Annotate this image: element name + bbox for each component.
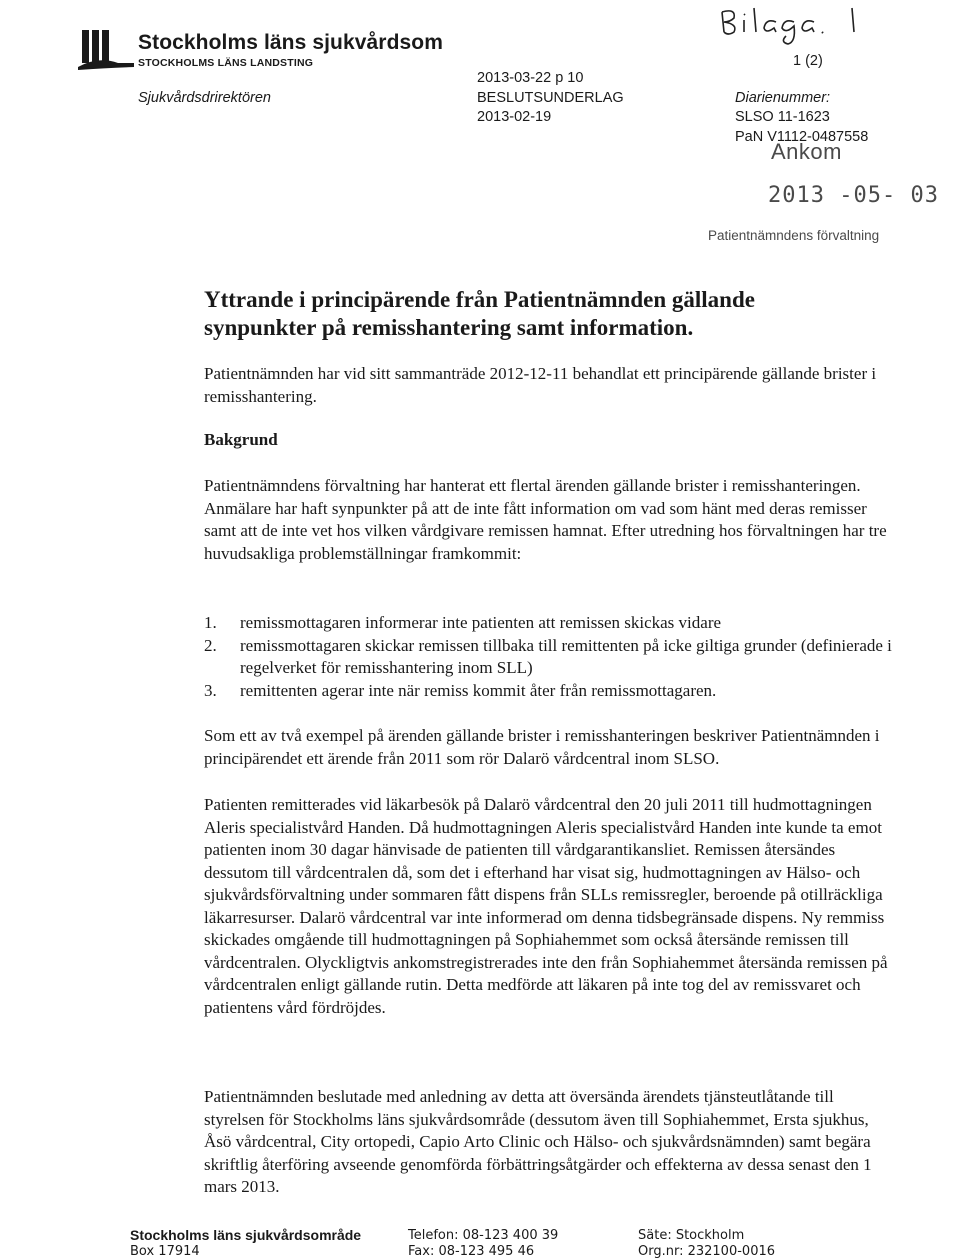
case-paragraph: Patienten remitterades vid läkarbesök på Dalarö vårdcentral den 20 juli 2011 till hudmottagningen Aleris specialistvård Handen. Då hudmottagningen Aleris specialistvård Handen inte kunde ta emot patienten inom 30 dagar hänvisade de patienten till vårdgarantikansliet. Remissen återsändes dessutom till vårdcentralen då, som det i efterhand har visat sig, hudmottagningen av Hälso- och sjukvårdsförvaltning under sommaren fått dispens från SLLs remissregler, beroende på otillräckliga läkarresurser. Dalarö vårdcentral var inte informerad om denna tidsbegränsade dispens. Ny remmiss skickades omgående till hudmottagningen på Sophiahemmet som också återsände remissen till vårdcentralen. Olyckligtvis ankomstregistrerades inte den från Sophiahemmet återsända remissen på vårdcentralen enligt gällande rutin. Detta medförde att läkaren på inte tog del av remissvaret och patientens vård fördröjdes. bbox=[204, 795, 888, 1017]
list-item bbox=[204, 680, 894, 703]
list-text: remissmottagaren skickar remissen tillbaka till remittenten på icke giltiga grunder (definierade i regelverket för remisshantering inom SLL) bbox=[240, 635, 892, 677]
org-name: Stockholms läns sjukvårdsom bbox=[138, 31, 443, 54]
stamp-office: Patientnämndens förvaltning bbox=[708, 228, 880, 243]
org-subtitle: STOCKHOLMS LÄNS LANDSTING bbox=[138, 57, 314, 69]
document-type: BESLUTSUNDERLAG bbox=[477, 90, 624, 106]
footer-orgnr: Org.nr: 232100-0016 bbox=[638, 1244, 776, 1259]
problem-list bbox=[204, 612, 894, 702]
list-item bbox=[204, 612, 894, 635]
document-date: 2013-02-19 bbox=[477, 109, 552, 125]
example-paragraph: Som ett av två exempel på ärenden gällande brister i remisshanteringen beskriver Patientnämnden i principärendet ett ärende från 2011 som rör Dalarö vårdcentral inom SLSO. bbox=[204, 726, 880, 768]
footer-telefon: Telefon: 08-123 400 39 bbox=[408, 1228, 559, 1243]
footer-org: Stockholms läns sjukvårdsområde bbox=[130, 1227, 362, 1243]
list-number: 3. bbox=[204, 680, 217, 700]
list-text: remissmottagaren informerar inte patienten att remissen skickas vidare bbox=[240, 613, 722, 632]
title-line-1: Yttrande i principärende från Patientnämnden gällande bbox=[204, 287, 755, 312]
slso-number: SLSO 11-1623 bbox=[735, 109, 830, 125]
document-title bbox=[204, 286, 904, 342]
footer-box: Box 17914 bbox=[130, 1244, 200, 1259]
diarienummer-label: Diarienummer: bbox=[735, 90, 831, 106]
background-paragraph: Patientnämndens förvaltning har hanterat ett flertal ärenden gällande brister i remisshanteringen. Anmälare har haft synpunkter på att de inte fått information om vad som hänt med deras remisser samt att de inte vet hos vilken vårdgivare remissen hamnat. Efter utredning hos förvaltningen har tre huvudsakliga problemställningar framkommit: bbox=[204, 476, 887, 563]
stamp-date: 2013 -05- 03 bbox=[768, 183, 939, 208]
pan-number: PaN V1112-0487558 bbox=[735, 129, 869, 145]
intro-paragraph: Patientnämnden har vid sitt sammanträde 2012-12-11 behandlat ett principärende gällande brister i remisshantering. bbox=[204, 364, 877, 406]
list-text: remittenten agerar inte när remiss kommit åter från remissmottagaren. bbox=[240, 680, 717, 700]
decision-paragraph: Patientnämnden beslutade med anledning av detta att översända ärendets tjänsteutlåtande till styrelsen för Stockholms läns sjukvårdsområde (dessutom även till Sophiahemmet, Ersta sjukhus, Åsö vårdcentral, City ortopedi, Capio Arto Clinic och Hälso- och sjukvårdsnämnden) samt begära skriftlig återföring avseende genomförda förbättringsåtgärder och effekterna av dessa senast den 1 mars 2013. bbox=[204, 1087, 872, 1196]
footer-fax: Fax: 08-123 495 46 bbox=[408, 1244, 535, 1259]
list-item bbox=[204, 635, 894, 680]
department-name: Sjukvårdsdrirektören bbox=[138, 90, 271, 106]
sll-logo bbox=[78, 30, 134, 70]
footer-sate: Säte: Stockholm bbox=[638, 1228, 745, 1243]
page-number: 1 (2) bbox=[793, 53, 823, 69]
list-number: 2. bbox=[204, 635, 217, 655]
stamp-ankom: Ankom bbox=[771, 139, 842, 164]
section-heading: Bakgrund bbox=[204, 430, 278, 449]
handwritten-note bbox=[714, 2, 874, 48]
meeting-date: 2013-03-22 p 10 bbox=[477, 70, 584, 86]
title-line-2: synpunkter på remisshantering samt information. bbox=[204, 315, 694, 340]
list-number: 1. bbox=[204, 613, 217, 632]
